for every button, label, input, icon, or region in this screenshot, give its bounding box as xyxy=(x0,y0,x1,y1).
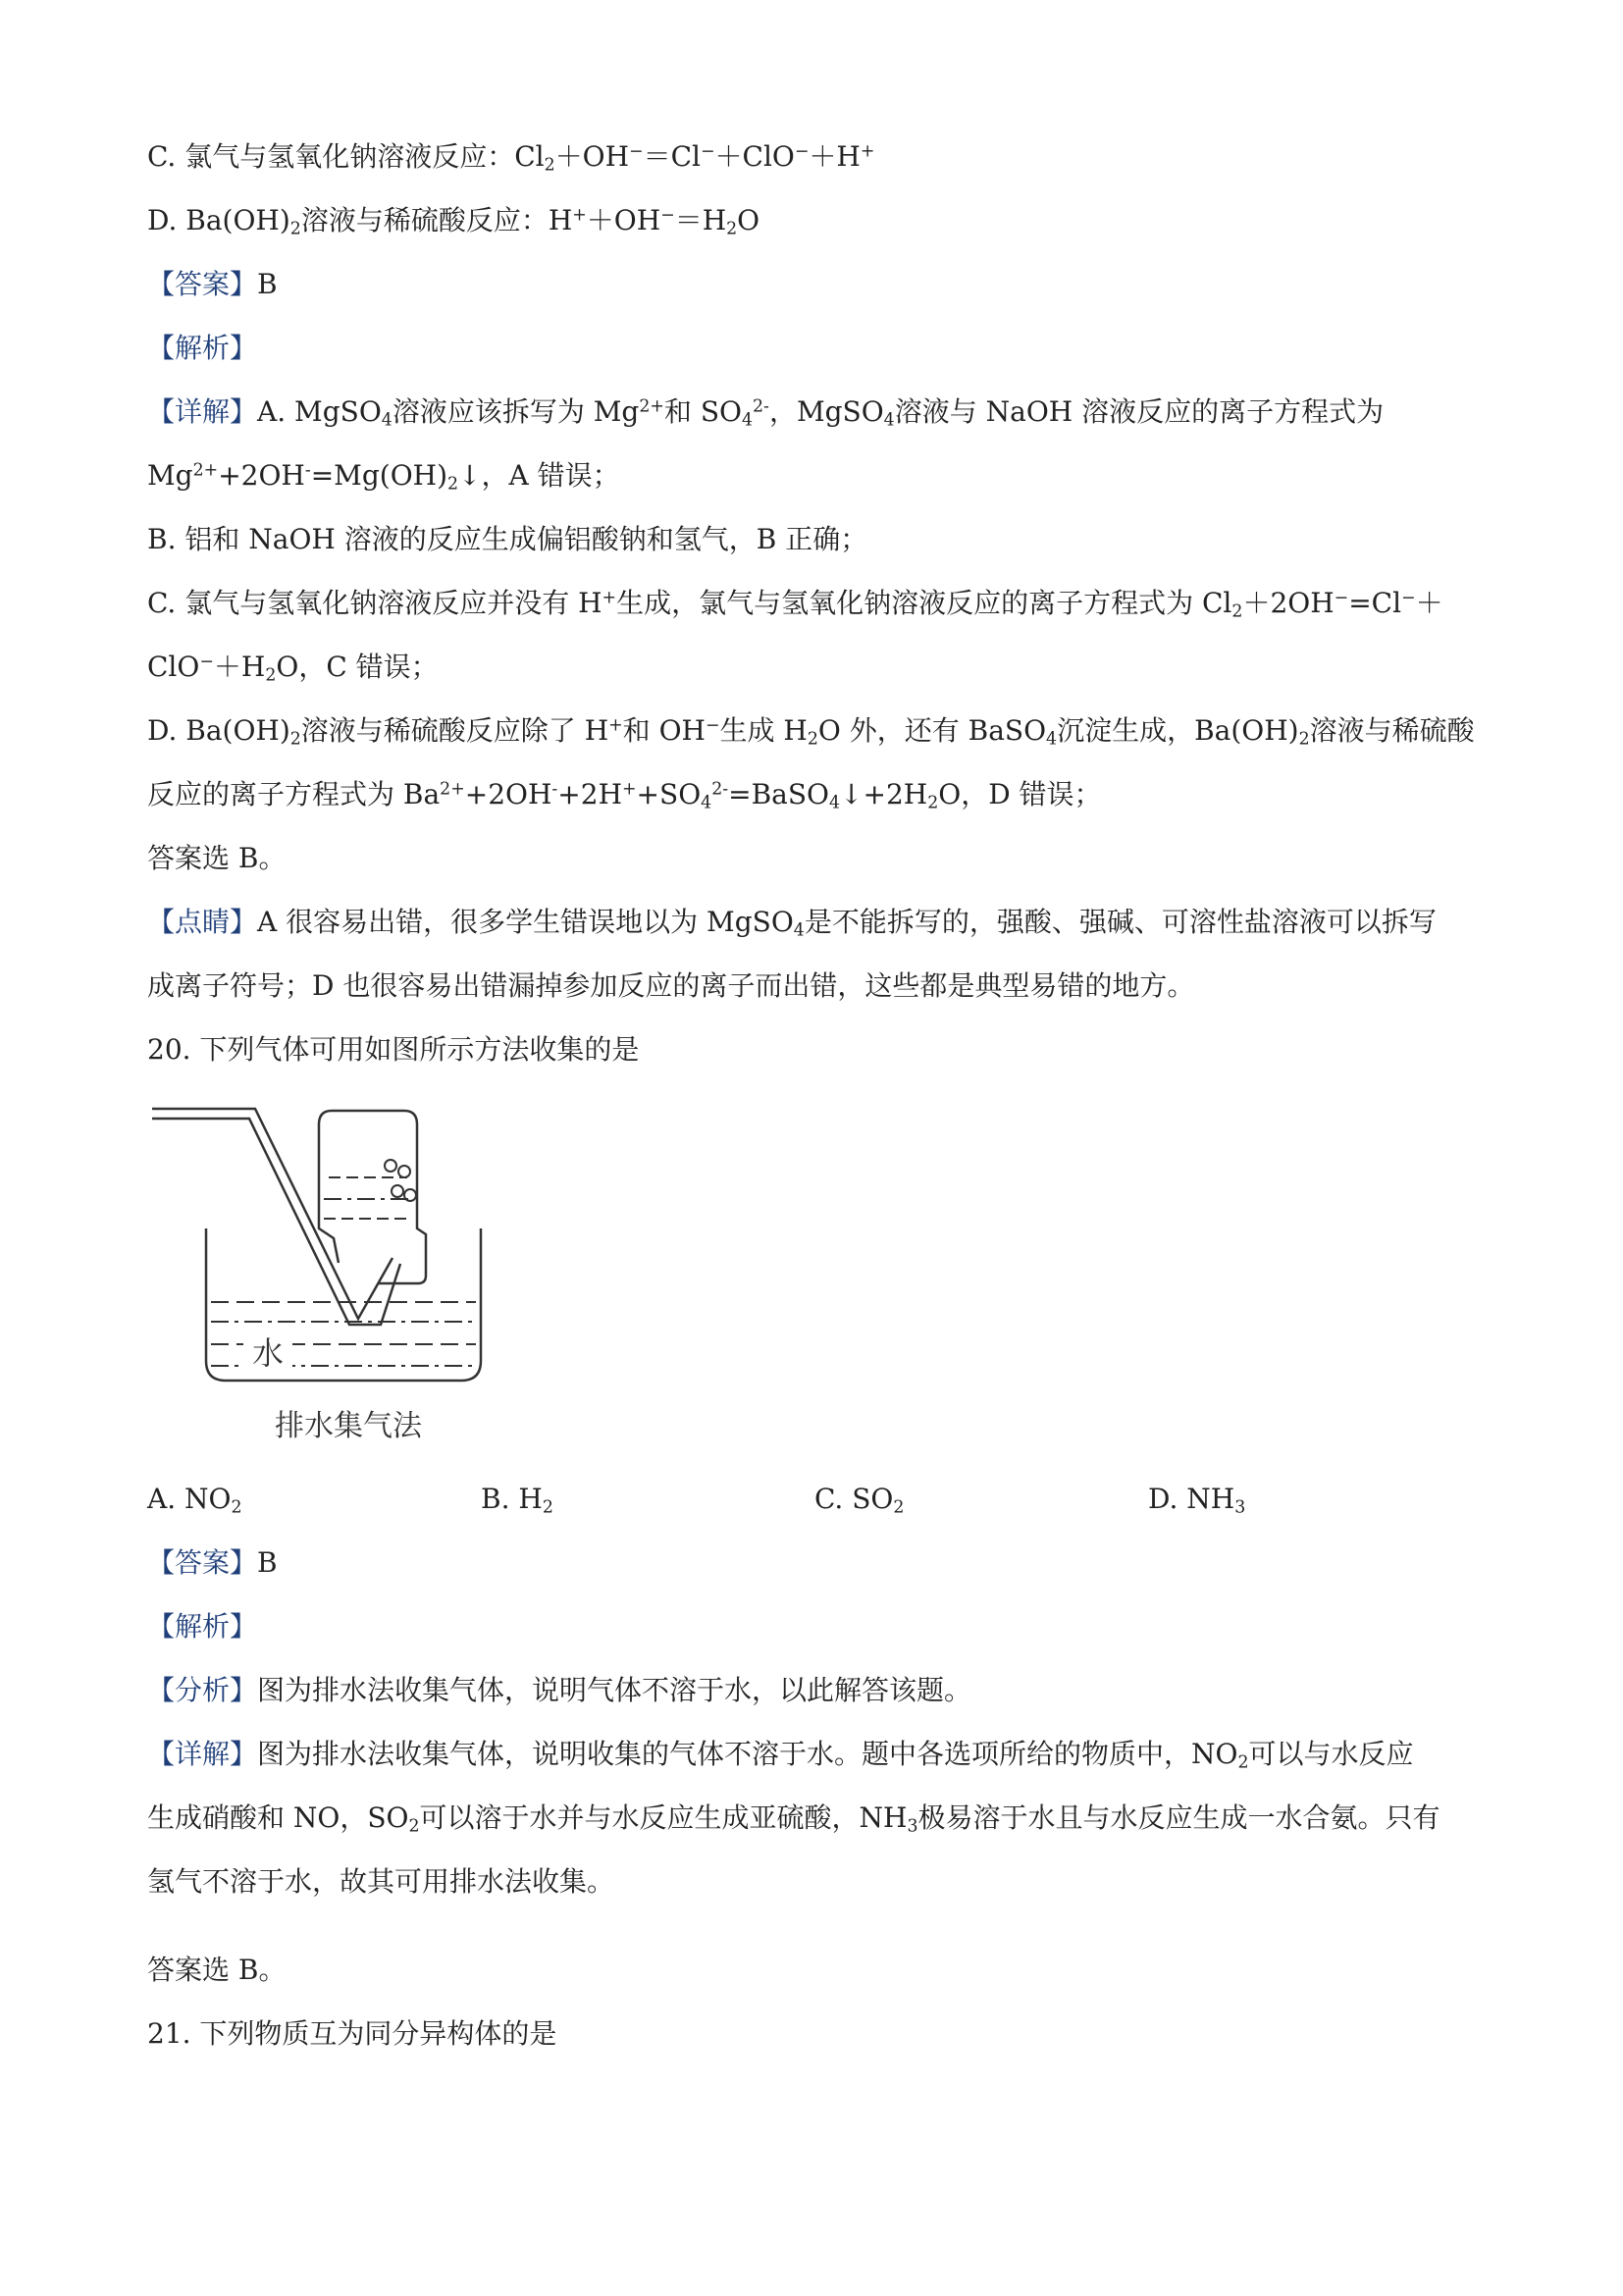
q19-comment-line-2: 成离子符号；D 也很容易出错漏掉参加反应的离子而出错，这些都是典型易错的地方。 xyxy=(147,969,1195,1002)
delivery-tube xyxy=(152,1109,393,1319)
q20-answer: 【答案】B xyxy=(147,1546,278,1579)
q19-detail-d-line-1: D. $Ba(OH)_2$溶液与稀硫酸反应除了 H+和 OH−生成 $H_2O$ 外，还有 BaSO$_4$沉淀生成，$Ba(OH)_2$溶液与稀硫酸 xyxy=(147,714,1475,750)
q20-analysis-heading: 【解析】 xyxy=(147,1610,258,1643)
figure-caption: 排水集气法 xyxy=(275,1409,422,1443)
q20-option-b: B. $H_2$ xyxy=(481,1483,553,1518)
water-label: 水 xyxy=(251,1334,285,1372)
q20-fenxi: 【分析】图为排水法收集气体，说明气体不溶于水，以此解答该题。 xyxy=(147,1674,972,1706)
q21-stem: 21. 下列物质互为同分异构体的是 xyxy=(147,2017,557,2050)
q19-detail-line-1: 【详解】A. MgSO$_4$溶液应该拆写为 $Mg^{2+}$和 $SO_4^{2-}$，MgSO$_4$溶液与 NaOH 溶液反应的离子方程式为 xyxy=(147,395,1385,431)
q19-comment-line-1: 【点睛】A 很容易出错，很多学生错误地以为 MgSO$_4$是不能拆写的，强酸、强碱、可溶性盐溶液可以拆写 xyxy=(147,906,1437,941)
q20-option-a: A. $NO_2$ xyxy=(147,1483,242,1518)
q20-option-c: C. $SO_2$ xyxy=(814,1483,905,1518)
q19-analysis-heading: 【解析】 xyxy=(147,332,258,364)
gas-bubble xyxy=(392,1185,403,1197)
gas-collection-diagram xyxy=(147,1101,559,1395)
q19-option-c: C. 氯气与氢氧化钠溶液反应：$Cl_2+OH^-=Cl^-+ClO^-+H^+$ xyxy=(147,140,875,176)
gas-bubble xyxy=(385,1160,396,1172)
q20-stem: 20. 下列气体可用如图所示方法收集的是 xyxy=(147,1033,640,1066)
q19-detail-c-line-1: C. 氯气与氢氧化钠溶液反应并没有 H+生成，氯气与氢氧化钠溶液反应的离子方程式为 $Cl_2+2OH^-=Cl^-+$ xyxy=(147,587,1443,622)
gas-bubble xyxy=(404,1189,416,1201)
q19-detail-b: B. 铝和 NaOH 溶液的反应生成偏铝酸钠和氢气，B 正确； xyxy=(147,523,868,555)
q19-detail-d-line-2: 反应的离子方程式为 $Ba^{2+}+2OH^-+2H^++SO_4^{2-}=BaSO_4↓+2H_2O$，D 错误； xyxy=(147,778,1102,813)
q19-detail-c-line-2: $ClO^-+H_2O$，C 错误； xyxy=(147,651,439,686)
q20-detail-line-1: 【详解】图为排水法收集气体，说明收集的气体不溶于水。题中各选项所给的物质中，$NO_2$可以与水反应 xyxy=(147,1738,1414,1773)
collecting-bottle xyxy=(332,1111,426,1283)
gas-bubble xyxy=(398,1166,410,1177)
q20-option-d: D. $NH_3$ xyxy=(1148,1483,1246,1518)
q20-conclusion: 答案选 B。 xyxy=(147,1954,287,1986)
q19-option-d: D. $Ba(OH)_2$溶液与稀硫酸反应：$H^++OH^-=H_2O$ xyxy=(147,204,760,239)
q19-answer: 【答案】B xyxy=(147,268,278,300)
q19-detail-line-2: $Mg^{2+}+2OH^-=Mg(OH)_2↓$，A 错误； xyxy=(147,459,620,495)
q20-detail-line-3: 氢气不溶于水，故其可用排水法收集。 xyxy=(147,1865,615,1898)
q20-detail-line-2: 生成硝酸和 NO，$SO_2$可以溶于水并与水反应生成亚硫酸，$NH_3$极易溶于水且与水反应生成一水合氨。只有 xyxy=(147,1801,1440,1837)
q19-conclusion: 答案选 B。 xyxy=(147,842,287,874)
